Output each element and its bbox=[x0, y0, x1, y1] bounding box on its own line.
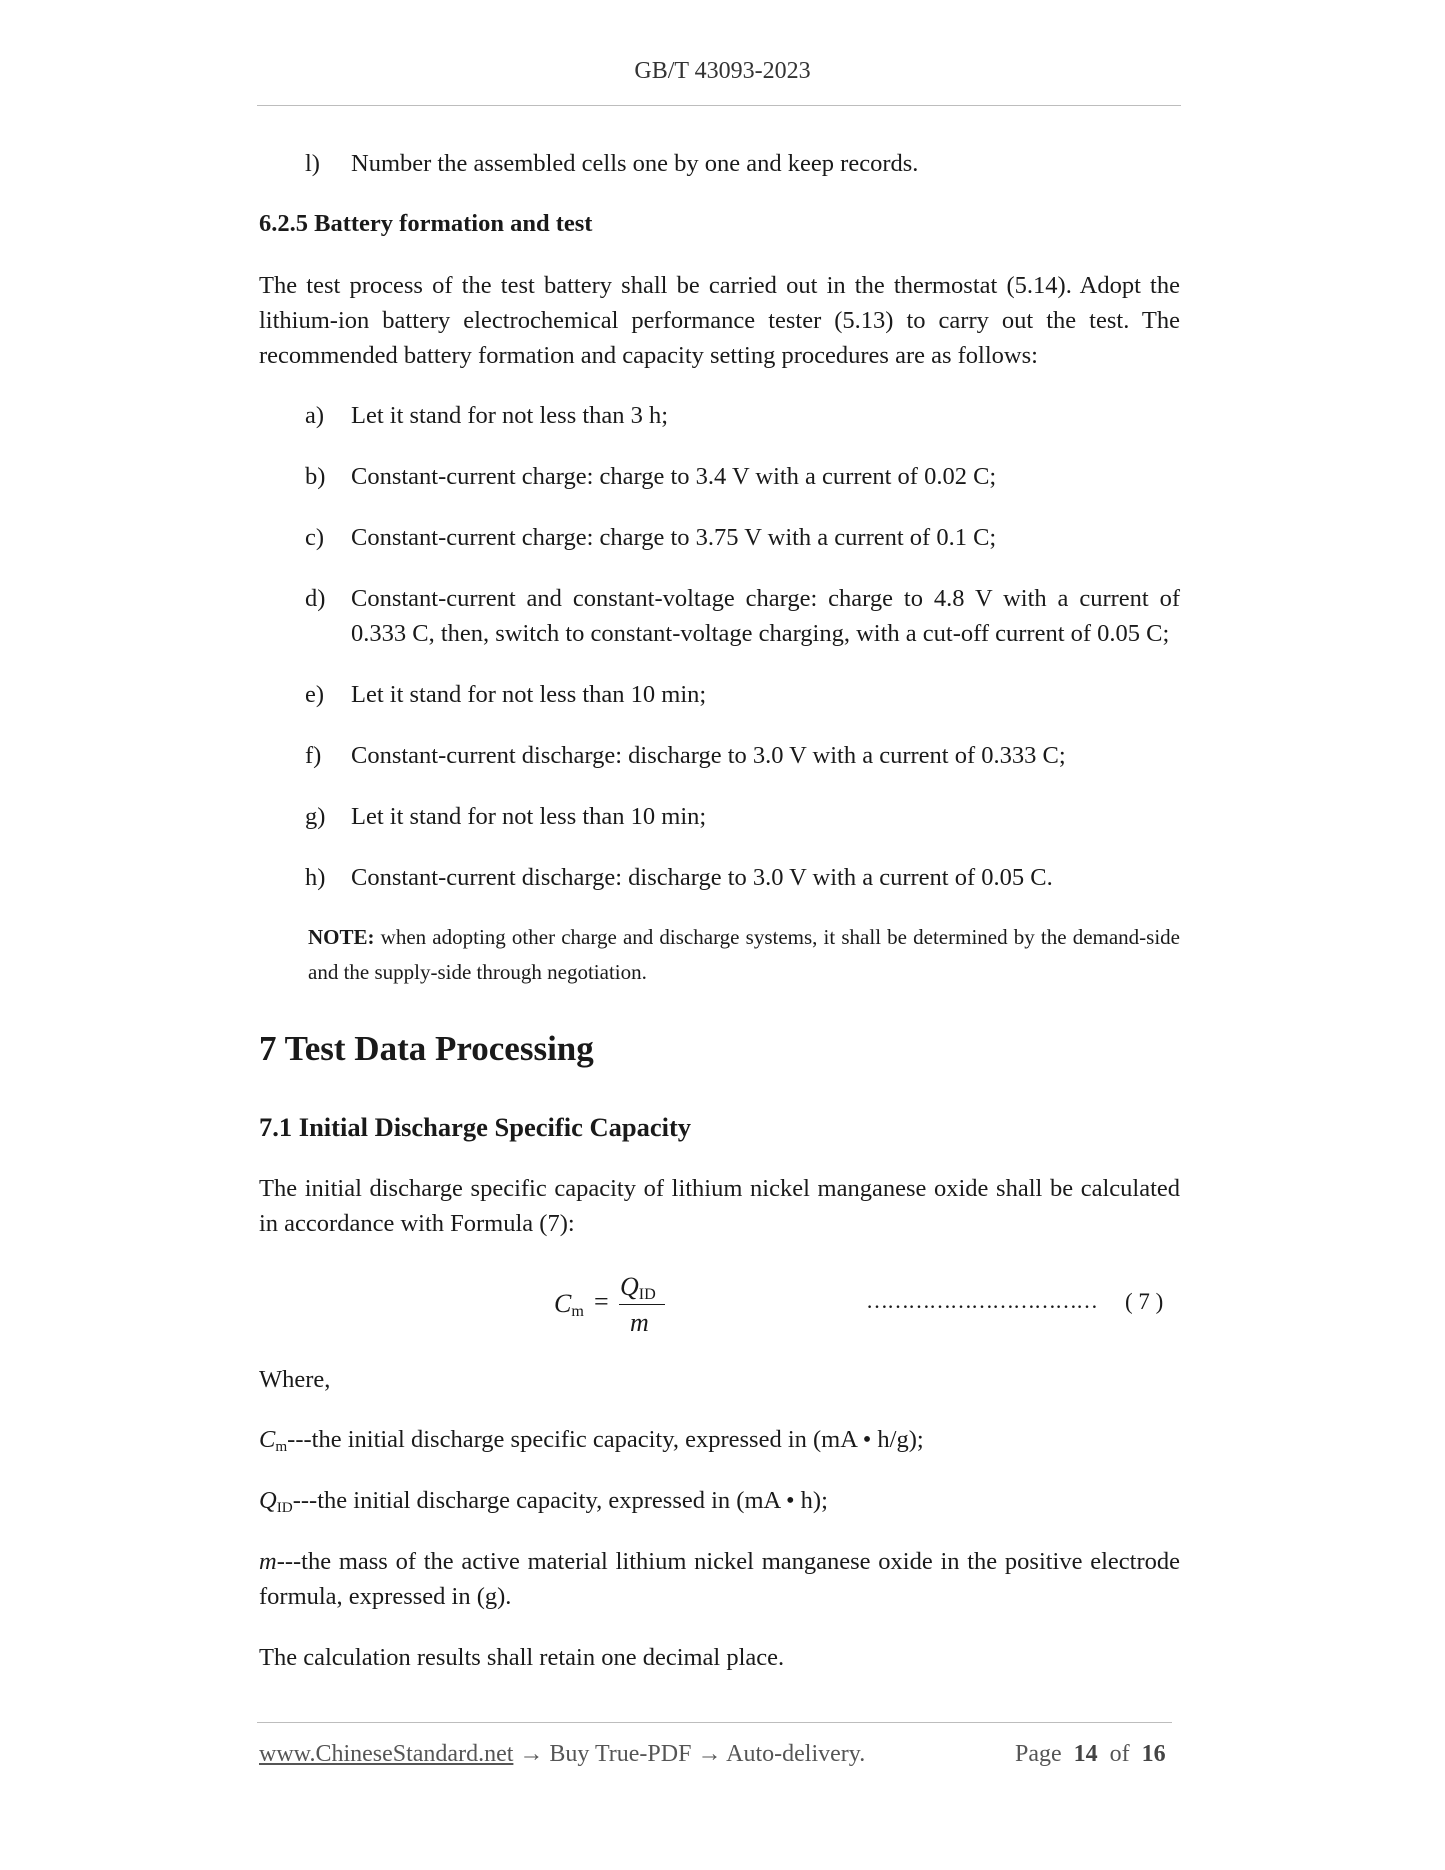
section-heading-6-2-5: 6.2.5 Battery formation and test bbox=[259, 210, 593, 237]
chapter-heading-7: 7 Test Data Processing bbox=[259, 1029, 594, 1068]
buy-text: Buy True-PDF bbox=[549, 1741, 692, 1767]
formula-leader-dots: …………………………… bbox=[866, 1288, 1097, 1313]
note-text: when adopting other charge and discharge systems, it shall be determined by the demand-side and the supply-side through negotiation. bbox=[308, 925, 1180, 984]
document-code-header: GB/T 43093-2023 bbox=[634, 58, 811, 84]
footer-divider bbox=[257, 1722, 1172, 1723]
list-item-label: a) bbox=[305, 402, 325, 429]
list-item-label: g) bbox=[305, 803, 326, 830]
list-item-text: Let it stand for not less than 10 min; bbox=[351, 681, 707, 708]
note-block bbox=[308, 920, 1180, 990]
list-item-text: Constant-current charge: charge to 3.4 V with a current of 0.02 C; bbox=[351, 463, 997, 490]
formula-lhs: $C_m$ bbox=[554, 1289, 584, 1321]
page-indicator: Page 14 of 16 bbox=[1015, 1741, 1166, 1767]
list-item-label: h) bbox=[305, 864, 326, 891]
page-number: 14 bbox=[1073, 1741, 1098, 1767]
list-item bbox=[305, 459, 1180, 494]
delivery-text: Auto-delivery. bbox=[726, 1741, 866, 1767]
list-item-label: l) bbox=[305, 150, 320, 177]
list-item-label: f) bbox=[305, 742, 322, 769]
list-item-text: Let it stand for not less than 3 h; bbox=[351, 402, 669, 429]
list-item-text: Constant-current discharge: discharge to 3.0 V with a current of 0.333 C; bbox=[351, 742, 1066, 769]
definition-cm: $C_m--$-the initial discharge specific capacity, expressed in (mA • h/g); bbox=[259, 1426, 924, 1455]
list-item bbox=[305, 398, 1180, 433]
formula-number: ( 7 ) bbox=[1125, 1289, 1164, 1314]
list-item-text: Constant-current charge: charge to 3.75 V with a current of 0.1 C; bbox=[351, 524, 997, 551]
list-item bbox=[305, 581, 1180, 651]
definition-m: m---the mass of the active material lithium nickel manganese oxide in the positive electrode formula, expressed in (g). bbox=[259, 1548, 1180, 1610]
footer-left bbox=[259, 1741, 865, 1768]
list-item-label: e) bbox=[305, 681, 325, 708]
list-item bbox=[305, 799, 1180, 834]
header-divider bbox=[257, 105, 1181, 106]
list-item-text: Constant-current and constant-voltage charge: charge to 4.8 V with a current of 0.333 C, then, switch to constant-voltage charging, with a cut-off current of 0.05 C; bbox=[351, 585, 1180, 647]
list-item-text: Let it stand for not less than 10 min; bbox=[351, 803, 707, 830]
fraction-bar bbox=[619, 1304, 665, 1305]
list-item-label: b) bbox=[305, 463, 326, 490]
list-item-text: Number the assembled cells one by one and keep records. bbox=[351, 150, 919, 177]
section-heading-7-1: 7.1 Initial Discharge Specific Capacity bbox=[259, 1112, 692, 1142]
list-item bbox=[305, 860, 1180, 895]
list-item bbox=[305, 146, 1180, 181]
paragraph-formula-intro: The initial discharge specific capacity of lithium nickel manganese oxide shall be calculated in accordance with Formula (7): bbox=[259, 1175, 1180, 1237]
note-label: NOTE: bbox=[308, 925, 375, 949]
list-item bbox=[305, 738, 1180, 773]
website-link[interactable]: www.ChineseStandard.net bbox=[259, 1741, 514, 1767]
where-label: Where, bbox=[259, 1366, 331, 1393]
list-item bbox=[305, 520, 1180, 555]
list-item bbox=[305, 677, 1180, 712]
arrow-icon: → bbox=[697, 1741, 722, 1767]
list-item-text: Constant-current discharge: discharge to 3.0 V with a current of 0.05 C. bbox=[351, 864, 1053, 891]
paragraph-closing: The calculation results shall retain one decimal place. bbox=[259, 1644, 785, 1671]
formula-7 bbox=[550, 1270, 690, 1350]
paragraph-test-process: The test process of the test battery shall be carried out in the thermostat (5.14). Adopt the lithium-ion battery electrochemical performance tester (5.13) to carry out the test. The recommended battery formation and capacity setting procedures are as follows: bbox=[259, 272, 1180, 369]
definition-qid: $Q_{ID}--$-the initial discharge capacity, expressed in (mA • h); bbox=[259, 1487, 828, 1516]
page-total: 16 bbox=[1141, 1741, 1166, 1767]
formula-equals: = bbox=[594, 1287, 609, 1316]
formula-denominator: m bbox=[630, 1308, 649, 1337]
list-item-label: c) bbox=[305, 524, 325, 551]
formula-numerator: $Q_{ID}$ bbox=[620, 1272, 656, 1304]
arrow-icon: → bbox=[519, 1741, 544, 1767]
list-item-label: d) bbox=[305, 585, 326, 612]
